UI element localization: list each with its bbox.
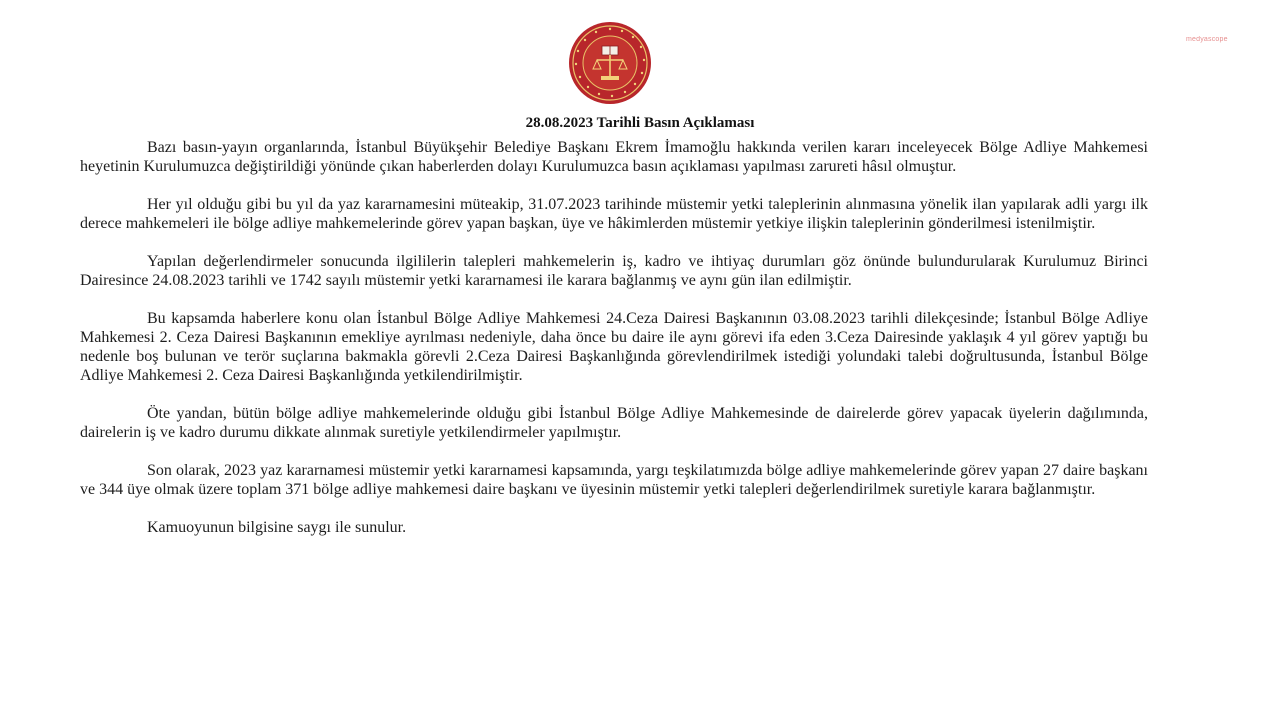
- paragraph-5: Öte yandan, bütün bölge adliye mahkemelerinde olduğu gibi İstanbul Bölge Adliye Mahkemesinde de dairelerde görev yapacak üyelerin dağılımında, dairelerin iş ve kadro durumu dikkate alınmak suretiyle yetkilendirmeler yapılmıştır.: [80, 405, 1148, 441]
- paragraph-2: Her yıl olduğu gibi bu yıl da yaz kararnamesini müteakip, 31.07.2023 tarihinde müstemir yetki taleplerinin alınmasına yönelik ilan yapılarak adli yargı ilk derece mahkemeleri ile bölge adliye mahkemelerinde görev yapan başkan, üye ve hâkimlerden müstemir yetkiye ilişkin taleplerinin gönderilmesi istenilmiştir.: [80, 196, 1148, 232]
- institution-seal-icon: [567, 20, 653, 106]
- paragraph-1: Bazı basın-yayın organlarında, İstanbul Büyükşehir Belediye Başkanı Ekrem İmamoğlu hakkında verilen kararı inceleyecek Bölge Adliye Mahkemesi heyetinin Kurulumuzca değiştirildiği yönünde çıkan haberlerden dolayı Kurulumuzca basın açıklaması yapılması zarureti hâsıl olmuştur.: [80, 139, 1148, 175]
- paragraph-4: Bu kapsamda haberlere konu olan İstanbul Bölge Adliye Mahkemesi 24.Ceza Dairesi Başkanının 03.08.2023 tarihli dilekçesinde; İstanbul Bölge Adliye Mahkemesi 2. Ceza Dairesi Başkanının emekliye ayrılması nedeniyle, daha önce bu daire ile aynı görevi ifa eden 3.Ceza Dairesinde yaklaşık 4 yıl görev yaptığı bu nedenle boş bulunan ve terör suçlarına bakmakla görevli 2.Ceza Dairesi Başkanlığında görevlendirilmek istediği yolundaki talebi doğrultusunda, İstanbul Bölge Adliye Mahkemesi 2. Ceza Dairesi Başkanlığında yetkilendirilmiştir.: [80, 310, 1148, 384]
- watermark: medyascope: [1186, 36, 1228, 43]
- document-body: [80, 138, 1148, 537]
- paragraph-closing: Kamuoyunun bilgisine saygı ile sunulur.: [147, 519, 407, 536]
- paragraph-6: Son olarak, 2023 yaz kararnamesi müstemir yetki kararnamesi kapsamında, yargı teşkilatımızda bölge adliye mahkemelerinde görev yapan 27 daire başkanı ve 344 üye olmak üzere toplam 371 bölge adliye mahkemesi daire başkanı ve üyesinin müstemir yetki talepleri değerlendirilmek suretiyle karara bağlanmıştır.: [80, 462, 1148, 498]
- document-title: 28.08.2023 Tarihli Basın Açıklaması: [525, 115, 755, 131]
- paragraph-3: Yapılan değerlendirmeler sonucunda ilgililerin talepleri mahkemelerin iş, kadro ve ihtiyaç durumları göz önünde bulundurularak Kurulumuz Birinci Dairesince 24.08.2023 tarihli ve 1742 sayılı müstemir yetki kararnamesi ile karara bağlanmış ve aynı gün ilan edilmiştir.: [80, 253, 1148, 289]
